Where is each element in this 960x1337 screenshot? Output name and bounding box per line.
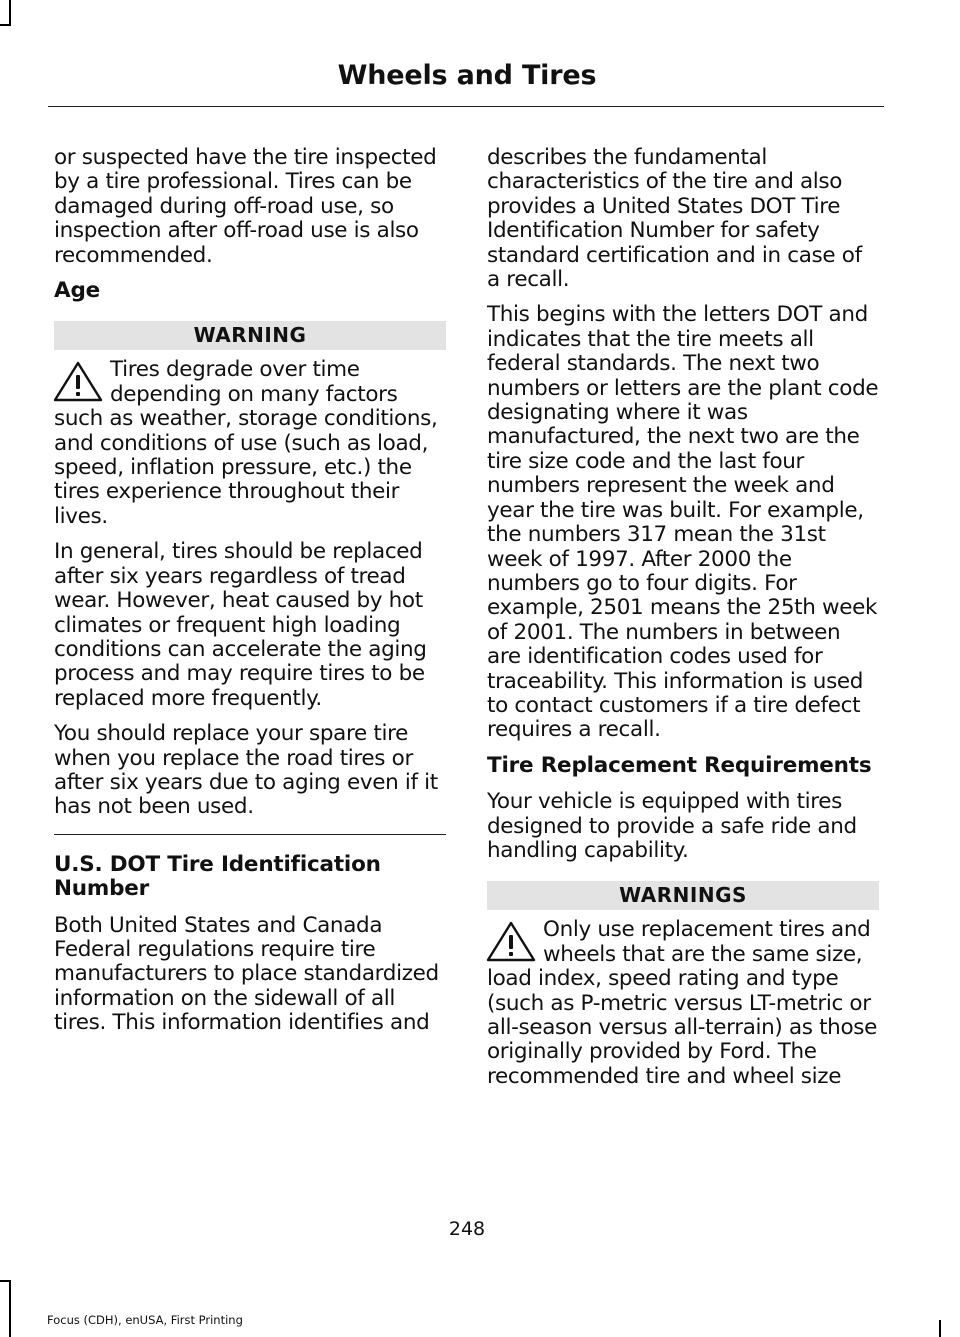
section-divider <box>54 834 446 835</box>
warning-triangle-icon <box>52 360 104 404</box>
warning-text-block <box>54 358 446 529</box>
spare-tire-paragraph: You should replace your spare tire when you replace the road tires or after six years due to aging even if it has not been used. <box>54 721 438 820</box>
general-paragraph: In general, tires should be replaced after six years regardless of tread wear. However, heat caused by hot climates or frequent high loading conditions can accelerate the aging process and may require tires to be replaced more frequently. <box>54 539 427 711</box>
warnings-label: WARNINGS <box>487 881 879 910</box>
page-number: 248 <box>448 1218 486 1240</box>
crop-mark-top-left-h <box>0 24 11 26</box>
left-column <box>54 146 446 1047</box>
intro-paragraph: or suspected have the tire inspected by a tire professional. Tires can be damaged during off-road use, so inspection after off-road use is also recommended. <box>54 145 437 268</box>
warnings-text: Only use replacement tires and wheels that are the same size, load index, speed rating and type (such as P-metric versus LT-metric or all-season versus all-terrain) as those originally provided by Ford. The recommended tire and wheel size <box>487 917 877 1089</box>
warning-label: WARNING <box>54 321 446 350</box>
crop-mark-bottom-left-h <box>0 1280 11 1282</box>
continued-paragraph: describes the fundamental characteristics of the tire and also provides a United States DOT Tire Identification Number for safety standard certification and in case of a recall. <box>487 145 862 293</box>
right-column <box>487 146 879 1100</box>
crop-mark-bottom-right <box>939 1320 941 1337</box>
warnings-text-block <box>487 918 879 1089</box>
crop-mark-bottom-left <box>9 1280 11 1337</box>
dot-paragraph: Both United States and Canada Federal regulations require tire manufacturers to place standardized information on the sidewall of all tires. This information identifies and <box>54 912 439 1036</box>
dot-begins-paragraph: This begins with the letters DOT and indicates that the tire meets all federal standards. The next two numbers or letters are the plant code designating where it was manufactured, the next two are the tire size code and the last four numbers represent the week and year the tire was built. For example, the numbers 317 mean the 31st week of 1997. After 2000 the numbers go to four digits. For example, 2501 means the 25th week of 2001. The numbers in between are identification codes used for traceability. This information is used to contact customers if a tire defect requires a recall. <box>487 302 879 743</box>
print-note: Focus (CDH), enUSA, First Printing <box>47 1313 243 1327</box>
warning-text: Tires degrade over time depending on many factors such as weather, storage conditions, and conditions of use (such as load, speed, inflation pressure, etc.) the tires experience throughout their lives. <box>54 357 438 529</box>
replacement-heading: Tire Replacement Requirements <box>487 752 872 778</box>
age-heading: Age <box>54 278 101 304</box>
equipped-paragraph: Your vehicle is equipped with tires designed to provide a safe ride and handling capability. <box>487 789 857 863</box>
page-title: Wheels and Tires <box>337 60 597 91</box>
dot-heading: U.S. DOT Tire Identification Number <box>54 851 381 902</box>
crop-mark-top-left <box>9 0 11 26</box>
header-divider <box>48 106 884 107</box>
warning-triangle-icon <box>485 920 537 964</box>
